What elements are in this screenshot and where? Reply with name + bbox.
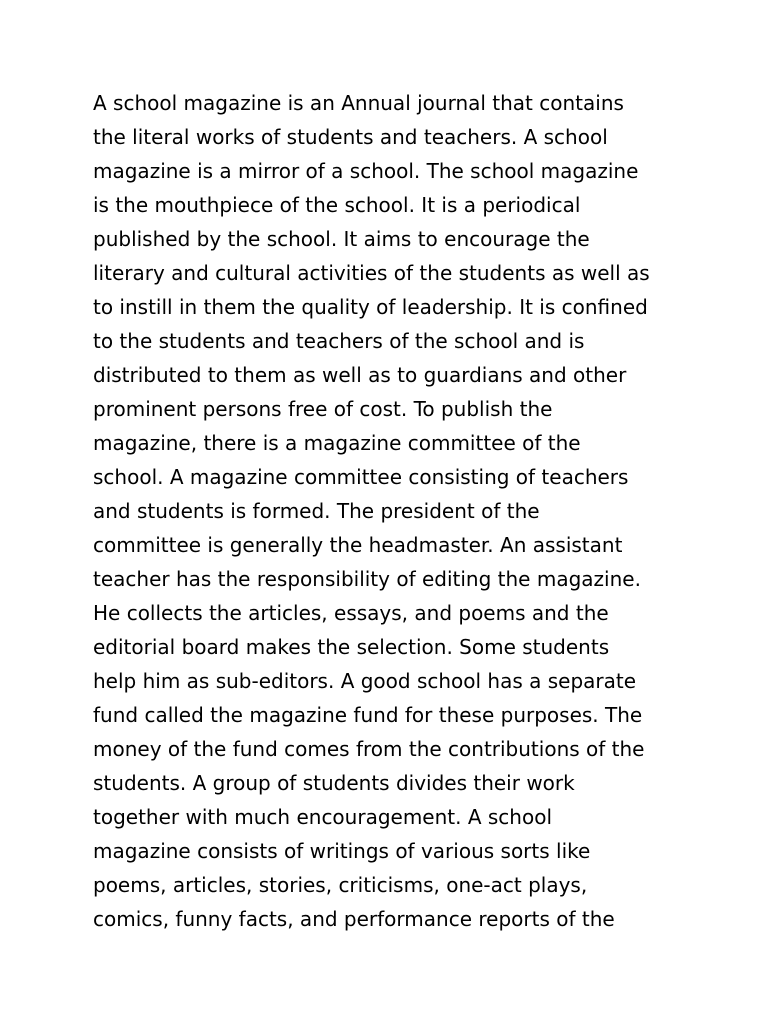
paragraph-line: editorial board makes the selection. Some students xyxy=(93,635,610,659)
paragraph-line: fund called the magazine fund for these purposes. The xyxy=(93,703,643,727)
paragraph-line: He collects the articles, essays, and poems and the xyxy=(93,601,609,625)
paragraph-line: literary and cultural activities of the students as well as xyxy=(93,261,650,285)
paragraph-line: and students is formed. The president of the xyxy=(93,499,540,523)
paragraph-line: the literal works of students and teachers. A school xyxy=(93,125,608,149)
paragraph-line: published by the school. It aims to encourage the xyxy=(93,227,590,251)
paragraph-line: school. A magazine committee consisting of teachers xyxy=(93,465,629,489)
paragraph-line: comics, funny facts, and performance reports of the xyxy=(93,907,615,931)
paragraph-line: is the mouthpiece of the school. It is a periodical xyxy=(93,193,581,217)
paragraph-line: students. A group of students divides their work xyxy=(93,771,575,795)
paragraph-line: help him as sub-editors. A good school has a separate xyxy=(93,669,637,693)
body-paragraph xyxy=(93,86,693,936)
paragraph-line: magazine is a mirror of a school. The school magazine xyxy=(93,159,639,183)
paragraph-line: committee is generally the headmaster. An assistant xyxy=(93,533,623,557)
paragraph-line: distributed to them as well as to guardians and other xyxy=(93,363,627,387)
paragraph-line: teacher has the responsibility of editing the magazine. xyxy=(93,567,641,591)
paragraph-line: money of the fund comes from the contributions of the xyxy=(93,737,645,761)
paragraph-line: to instill in them the quality of leadership. It is confined xyxy=(93,295,648,319)
paragraph-line: to the students and teachers of the school and is xyxy=(93,329,585,353)
paragraph-line: together with much encouragement. A school xyxy=(93,805,553,829)
paragraph-line: magazine consists of writings of various sorts like xyxy=(93,839,591,863)
paragraph-line: A school magazine is an Annual journal that contains xyxy=(93,91,624,115)
paragraph-line: prominent persons free of cost. To publish the xyxy=(93,397,553,421)
paragraph-line: magazine, there is a magazine committee of the xyxy=(93,431,581,455)
paragraph-line: poems, articles, stories, criticisms, one-act plays, xyxy=(93,873,588,897)
